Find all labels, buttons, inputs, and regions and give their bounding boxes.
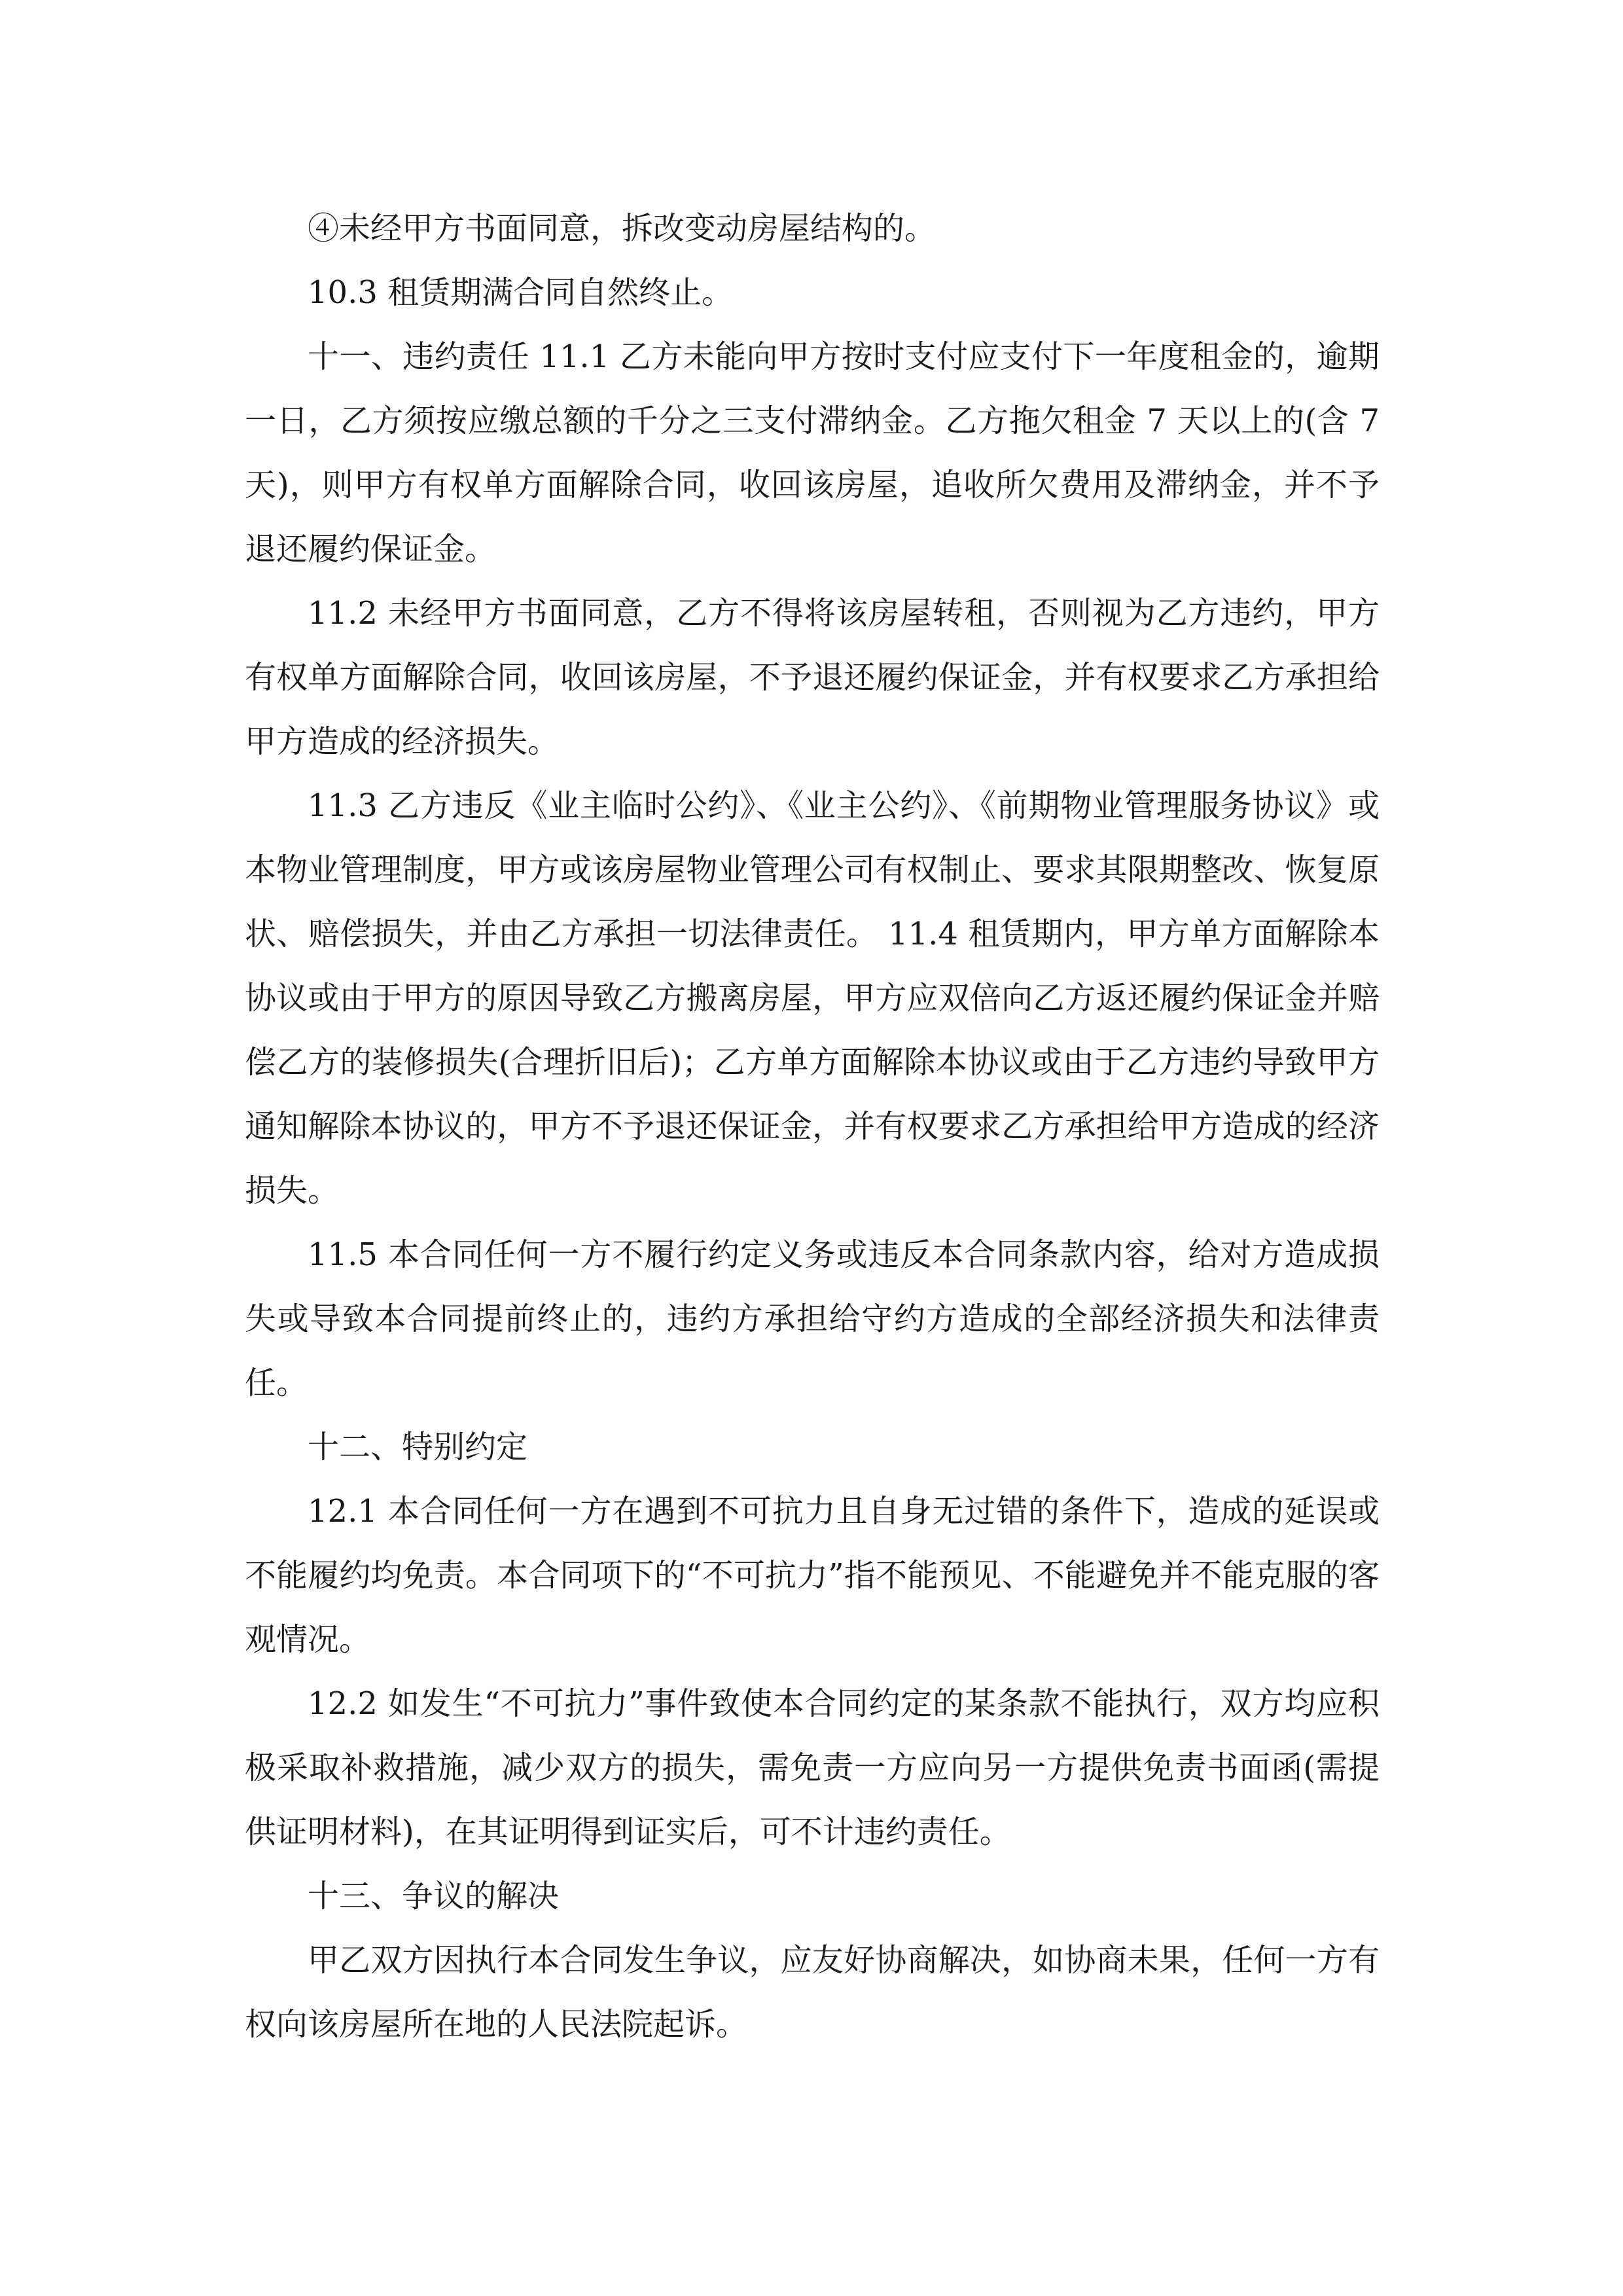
paragraph-12-2: 12.2 如发生“不可抗力”事件致使本合同约定的某条款不能执行，双方均应积极采取补救措施，减少双方的损失，需免责一方应向另一方提供免责书面函(需提供证明材料)，在其证明得到证实后，可不计违约责任。 xyxy=(245,1685,1380,1850)
section-heading-13: 十三、争议的解决 xyxy=(308,1878,560,1914)
paragraph-11-3-11-4: 11.3 乙方违反《业主临时公约》、《业主公约》、《前期物业管理服务协议》或本物业管理制度，甲方或该房屋物业管理公司有权制止、要求其限期整改、恢复原状、赔偿损失，并由乙方承担一切法律责任。 11.4 租赁期内，甲方单方面解除本协议或由于甲方的原因导致乙方搬离房屋，甲方应双倍向乙方返还履约保证金并赔偿乙方的装修损失(合理折旧后)；乙方单方面解除本协议或由于乙方违约导致甲方通知解除本协议的，甲方不予退还保证金，并有权要求乙方承担给甲方造成的经济损失。 xyxy=(245,787,1380,1209)
paragraph-11-5: 11.5 本合同任何一方不履行约定义务或违反本合同条款内容，给对方造成损失或导致本合同提前终止的，违约方承担给守约方造成的全部经济损失和法律责任。 xyxy=(245,1236,1380,1401)
paragraph-10-3: 10.3 租赁期满合同自然终止。 xyxy=(308,274,734,311)
document-body xyxy=(245,196,1380,2056)
paragraph-12-1: 12.1 本合同任何一方在遇到不可抗力且自身无过错的条件下，造成的延误或不能履约均免责。本合同项下的“不可抗力”指不能预见、不能避免并不能克服的客观情况。 xyxy=(245,1493,1380,1658)
paragraph-11-2: 11.2 未经甲方书面同意，乙方不得将该房屋转租，否则视为乙方违约，甲方有权单方面解除合同，收回该房屋，不予退还履约保证金，并有权要求乙方承担给甲方造成的经济损失。 xyxy=(245,595,1380,760)
paragraph-dispute-resolution: 甲乙双方因执行本合同发生争议，应友好协商解决，如协商未果，任何一方有权向该房屋所在地的人民法院起诉。 xyxy=(245,1942,1380,2043)
section-heading-12: 十二、特别约定 xyxy=(308,1429,528,1465)
paragraph-clause-4: ④未经甲方书面同意，拆改变动房屋结构的。 xyxy=(308,210,936,247)
paragraph-11-1: 十一、违约责任 11.1 乙方未能向甲方按时支付应支付下一年度租金的，逾期一日，乙方须按应缴总额的千分之三支付滞纳金。乙方拖欠租金 7 天以上的(含 7 天)，则甲方有权单方面解除合同，收回该房屋，追收所欠费用及滞纳金，并不予退还履约保证金。 xyxy=(245,338,1380,567)
